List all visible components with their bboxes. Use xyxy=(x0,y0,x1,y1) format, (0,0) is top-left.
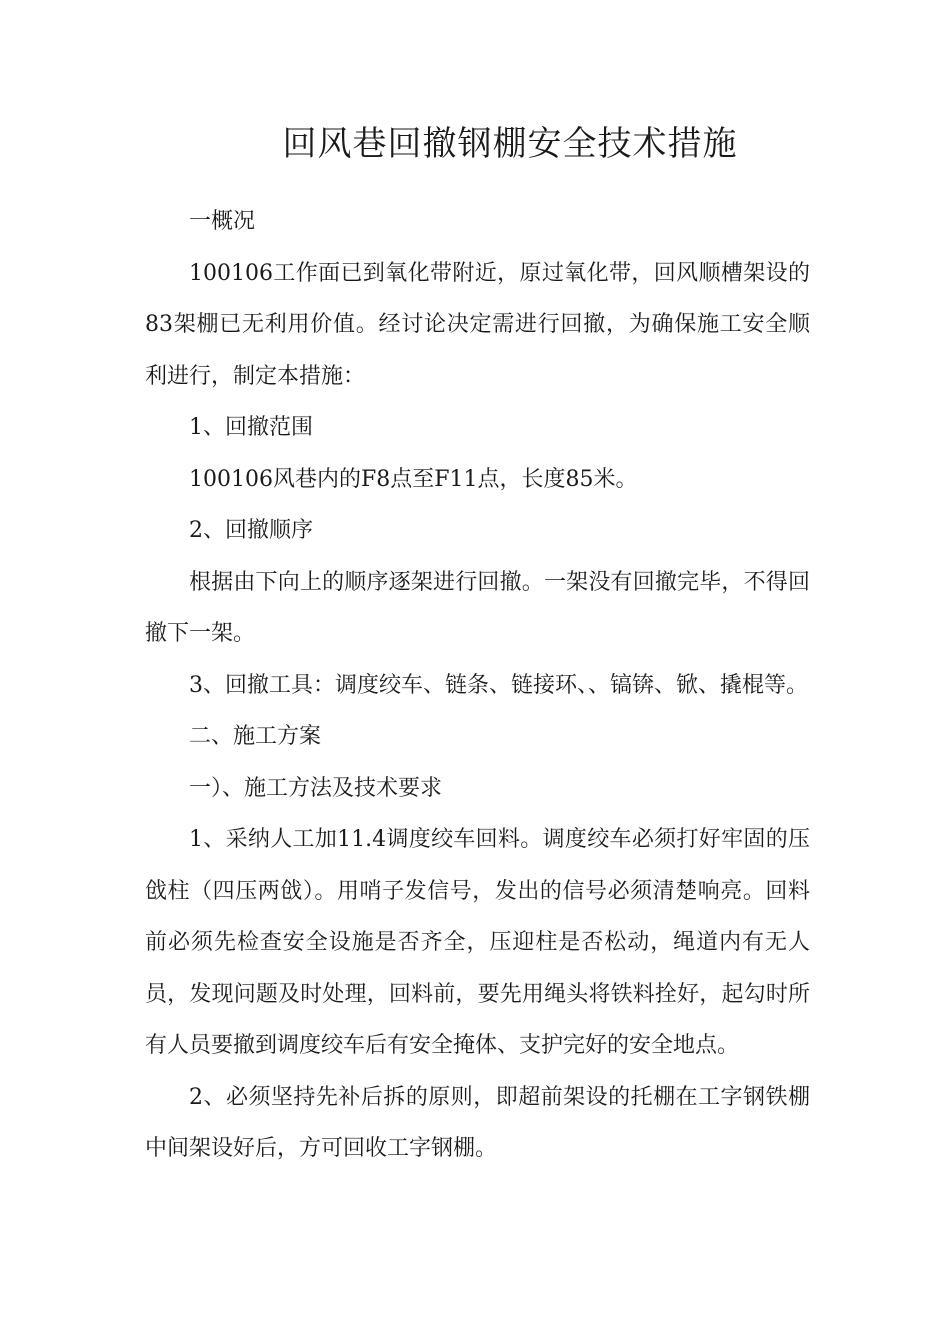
section-heading-plan: 二、施工方案 xyxy=(189,724,322,749)
paragraph-order: 根据由下向上的顺序逐架进行回撤。一架没有回撤完毕，不得回撤下一架。 xyxy=(145,569,810,646)
subheading-order: 2、回撤顺序 xyxy=(189,518,313,543)
document-title: 回风巷回撤钢棚安全技术措施 xyxy=(282,124,738,164)
subheading-methods: 一）、施工方法及技术要求 xyxy=(189,775,443,801)
section-heading-overview: 一概况 xyxy=(189,209,256,234)
paragraph-scope: 100106风巷内的F8点至F11点，长度85米。 xyxy=(189,466,638,492)
document-body xyxy=(145,196,810,1175)
paragraph-method-1: 1、采纳人工加11.4调度绞车回料。调度绞车必须打好牢固的压戗柱（四压两戗）。用哨子发信号，发出的信号必须清楚响亮。回料前必须先检查安全设施是否齐全，压迎柱是否松动，绳道内有无人员，发现问题及时处理，回料前，要先用绳头将铁料拴好，起勾时所有人员要撤到调度绞车后有安全掩体、支护完好的安全地点。 xyxy=(145,827,810,1058)
paragraph-method-2: 2、必须坚持先补后拆的原则，即超前架设的托棚在工字钢铁棚中间架设好后，方可回收工字钢棚。 xyxy=(145,1084,810,1161)
paragraph-overview: 100106工作面已到氧化带附近，原过氧化带，回风顺槽架设的83架棚已无利用价值。经讨论决定需进行回撤，为确保施工安全顺利进行，制定本措施： xyxy=(145,260,810,389)
subheading-scope: 1、回撤范围 xyxy=(189,415,313,440)
paragraph-tools: 3、回撤工具：调度绞车、链条、链接环、、镐锛、锨、撬棍等。 xyxy=(189,672,808,698)
